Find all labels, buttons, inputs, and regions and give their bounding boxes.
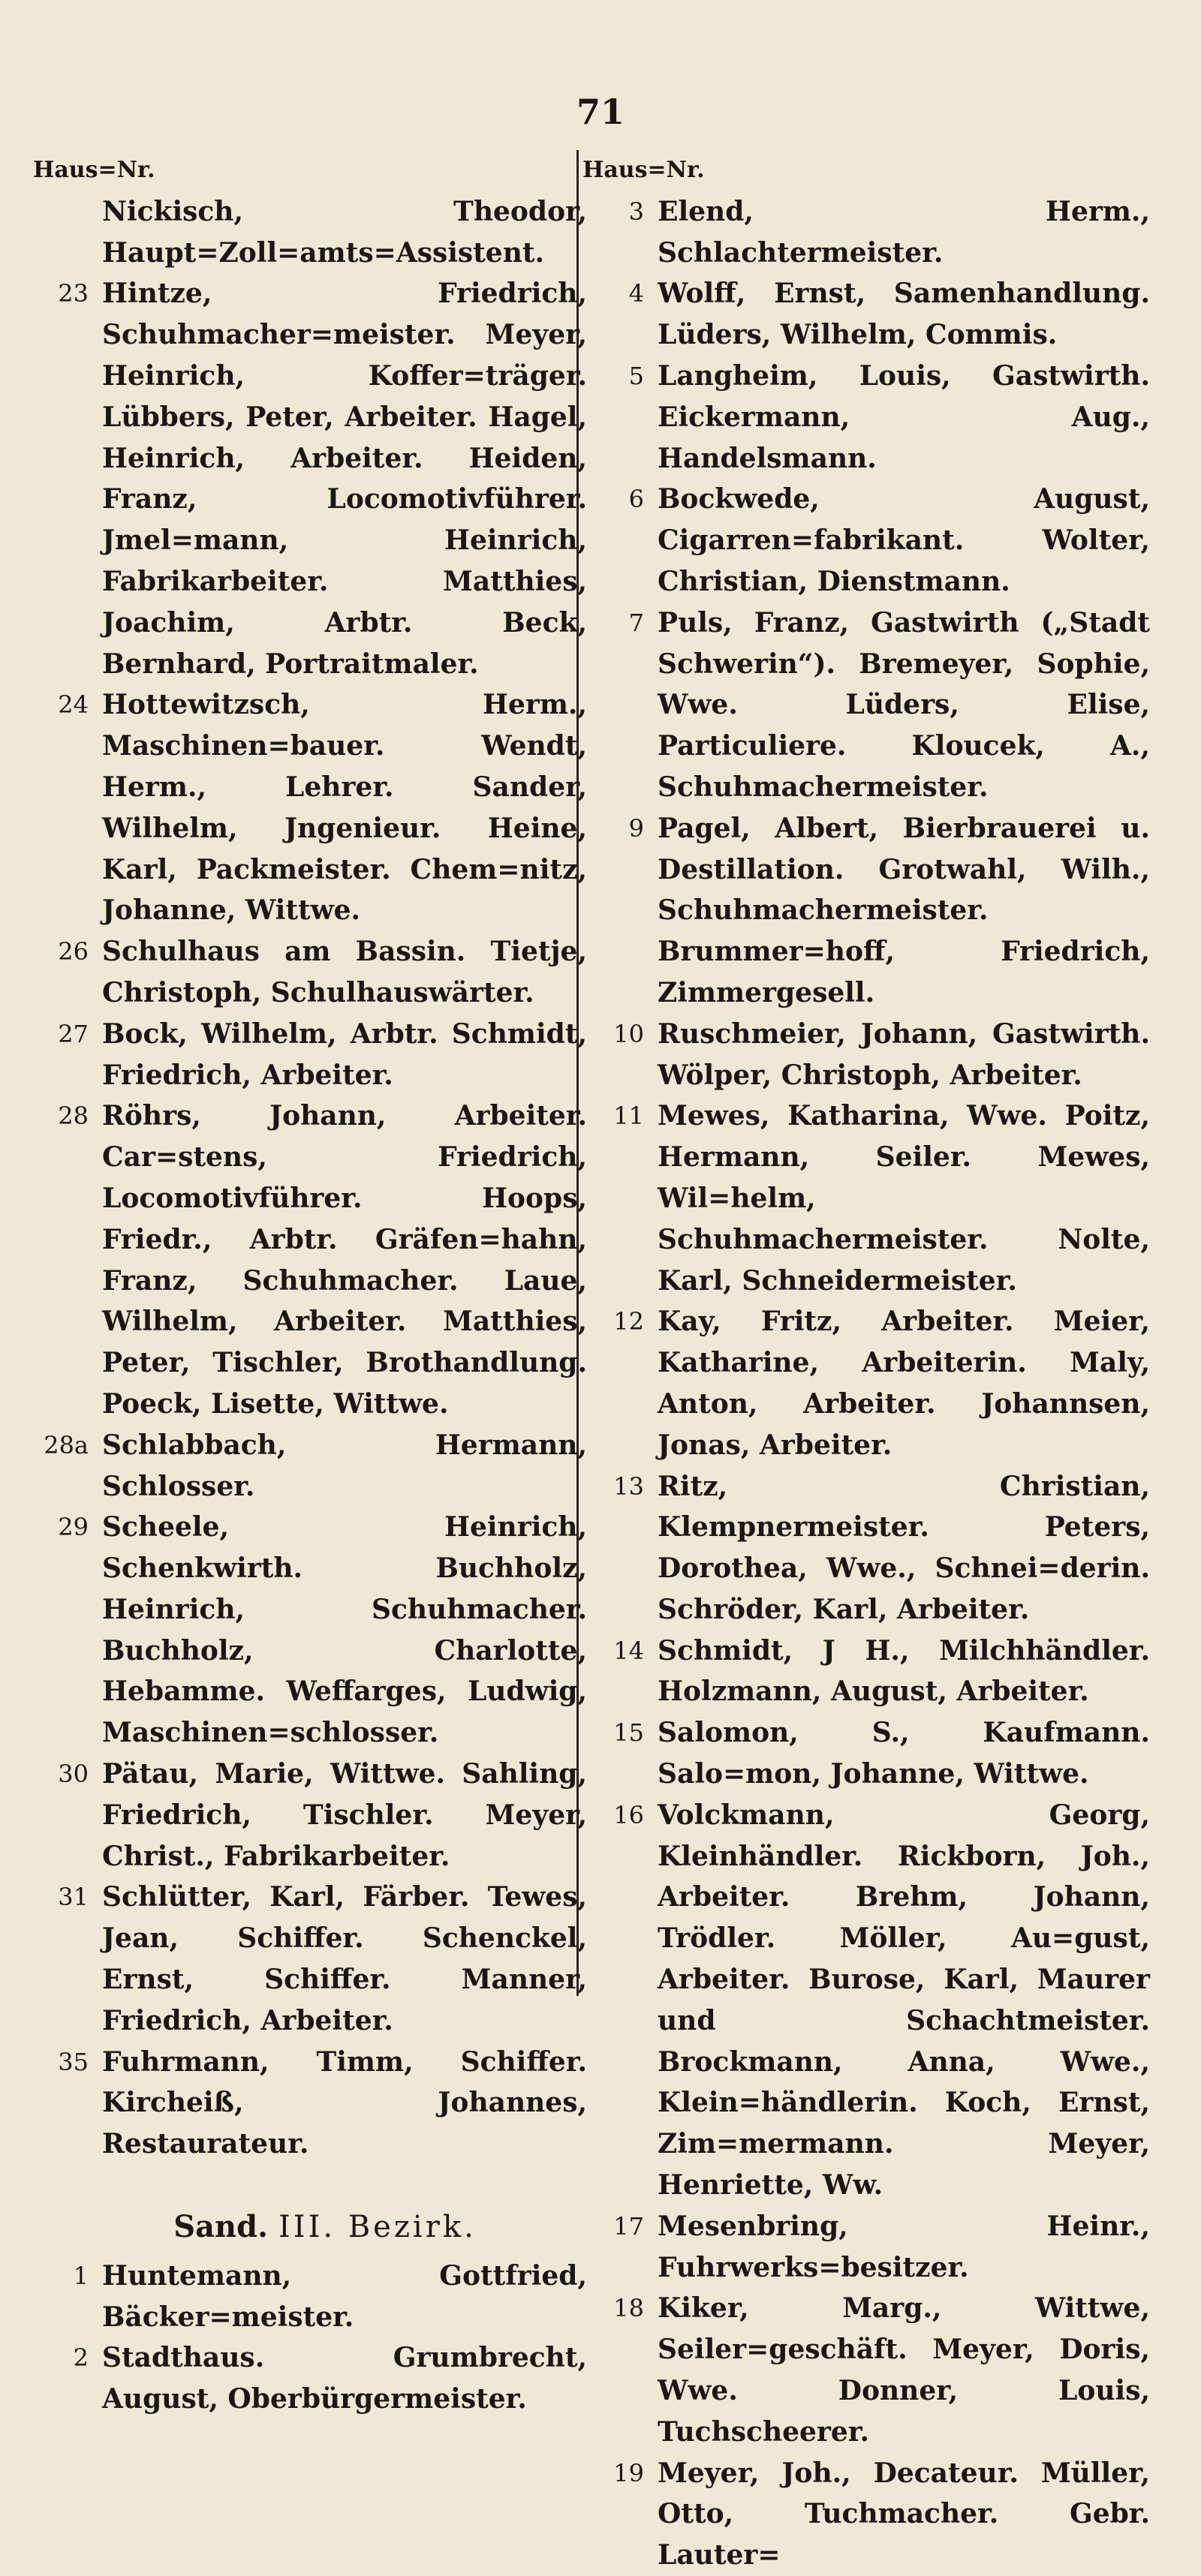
directory-entry: [579, 191, 1150, 274]
right-entries: [579, 191, 1150, 2576]
directory-entry: [579, 603, 1150, 808]
directory-entry: [579, 1631, 1150, 1713]
entry-text: Mewes, Katharina, Wwe. Poitz, Hermann, Seiler. Mewes, Wil=helm, Schuhmachermeister. Nolte, Karl, Schneidermeister.: [658, 1100, 1150, 1297]
directory-entry: [579, 273, 1150, 356]
entry-text: Volckmann, Georg, Kleinhändler. Rickborn, Joh., Arbeiter. Brehm, Johann, Trödler. Möller, Au=gust, Arbeiter. Burose, Karl, Maurer und Schachtmeister. Brockmann, Anna, Wwe., Klein=händlerin. Koch, Ernst, Zim=mermann. Meyer, Henriette, Ww.: [658, 1799, 1150, 2202]
entry-text: Schlütter, Karl, Färber. Tewes, Jean, Schiffer. Schenckel, Ernst, Schiffer. Manner, Friedrich, Arbeiter.: [102, 1881, 587, 2036]
section-name: Sand.: [173, 2209, 268, 2245]
entry-text: Kay, Fritz, Arbeiter. Meier, Katharine, Arbeiterin. Maly, Anton, Arbeiter. Johannsen, Jonas, Arbeiter.: [658, 1306, 1150, 1461]
right-column-header: Haus=Nr.: [582, 157, 705, 183]
house-number: 5: [628, 361, 644, 390]
house-number: 13: [613, 1471, 644, 1501]
directory-entry: [579, 808, 1150, 1014]
left-column-header: Haus=Nr.: [33, 157, 155, 183]
directory-entry: [579, 2206, 1150, 2289]
directory-entry: [33, 684, 587, 931]
entry-text: Nickisch, Theodor, Haupt=Zoll=amts=Assistent.: [102, 195, 587, 269]
house-number: 4: [628, 279, 644, 308]
entry-text: Ritz, Christian, Klempnermeister. Peters, Dorothea, Wwe., Schnei=derin. Schröder, Karl, Arbeiter.: [658, 1470, 1150, 1625]
left-entries: [33, 191, 587, 2165]
house-number: 27: [58, 1019, 89, 1048]
house-number: 28a: [44, 1430, 89, 1459]
directory-entry: [33, 2337, 587, 2420]
house-number: 14: [613, 1636, 644, 1665]
entry-text: Kiker, Marg., Wittwe, Seiler=geschäft. Meyer, Doris, Wwe. Donner, Louis, Tuchscheerer.: [658, 2292, 1150, 2448]
directory-entry: [33, 1507, 587, 1754]
directory-entry: [579, 1014, 1150, 1096]
house-number: 10: [613, 1019, 644, 1048]
directory-entry: [33, 1754, 587, 1877]
entry-text: Röhrs, Johann, Arbeiter. Car=stens, Friedrich, Locomotivführer. Hoops, Friedr., Arbtr. Gräfen=hahn, Franz, Schuhmacher. Laue, Wilhelm, Arbeiter. Matthies, Peter, Tischler, Brothandlung. Poeck, Lisette, Wittwe.: [102, 1100, 587, 1420]
entry-text: Fuhrmann, Timm, Schiffer. Kircheiß, Johannes, Restaurateur.: [102, 2045, 587, 2160]
directory-entry: [33, 931, 587, 1014]
entry-text: Schlabbach, Hermann, Schlosser.: [102, 1429, 587, 1502]
entry-text: Bock, Wilhelm, Arbtr. Schmidt, Friedrich, Arbeiter.: [102, 1017, 587, 1091]
right-column: [579, 150, 1150, 2576]
directory-entry: [579, 1466, 1150, 1631]
house-number: 23: [58, 279, 89, 308]
entry-text: Pätau, Marie, Wittwe. Sahling, Friedrich, Tischler. Meyer, Christ., Fabrikarbeiter.: [102, 1758, 587, 1872]
house-number: 18: [613, 2294, 644, 2323]
entry-text: Pagel, Albert, Bierbrauerei u. Destillation. Grotwahl, Wilh., Schuhmachermeister. Brummer=hoff, Friedrich, Zimmergesell.: [658, 812, 1150, 1008]
directory-entry: [33, 1425, 587, 1507]
house-number: 17: [613, 2211, 644, 2241]
page-number: 71: [576, 92, 625, 132]
directory-entry: [579, 2453, 1150, 2576]
house-number: 24: [58, 690, 89, 720]
directory-entry: [33, 1877, 587, 2041]
directory-entry: [33, 191, 587, 274]
house-number: 31: [58, 1883, 89, 1912]
entry-text: Meyer, Joh., Decateur. Müller, Otto, Tuchmacher. Gebr. Lauter=: [658, 2457, 1150, 2571]
house-number: 3: [628, 197, 644, 226]
house-number: 29: [58, 1513, 89, 1542]
house-number: 2: [73, 2343, 89, 2373]
entry-text: Stadthaus. Grumbrecht, August, Oberbürgermeister.: [102, 2342, 587, 2415]
house-number: 30: [58, 1760, 89, 1789]
directory-entry: [579, 479, 1150, 602]
house-number: 11: [613, 1102, 644, 1131]
directory-entry: [33, 2042, 587, 2165]
section-heading: [63, 2207, 587, 2248]
directory-entry: [579, 1795, 1150, 2206]
entry-text: Bockwede, August, Cigarren=fabrikant. Wolter, Christian, Dienstmann.: [658, 483, 1150, 597]
directory-entry: [579, 1712, 1150, 1795]
entry-text: Langheim, Louis, Gastwirth. Eickermann, Aug., Handelsmann.: [658, 359, 1150, 474]
house-number: 16: [613, 1800, 644, 1829]
house-number: 6: [628, 485, 644, 514]
directory-entry: [33, 1014, 587, 1096]
entry-text: Wolff, Ernst, Samenhandlung. Lüders, Wilhelm, Commis.: [658, 278, 1150, 351]
entry-text: Puls, Franz, Gastwirth („Stadt Schwerin“). Bremeyer, Sophie, Wwe. Lüders, Elise, Particuliere. Kloucek, A., Schuhmachermeister.: [658, 606, 1150, 803]
house-number: 9: [628, 813, 644, 843]
entry-text: Schmidt, J H., Milchhändler. Holzmann, August, Arbeiter.: [658, 1634, 1150, 1708]
entry-text: Mesenbring, Heinr., Fuhrwerks=besitzer.: [658, 2210, 1150, 2283]
directory-entry: [579, 1096, 1150, 1301]
entry-text: Huntemann, Gottfried, Bäcker=meister.: [102, 2259, 587, 2333]
house-number: 19: [613, 2458, 644, 2487]
house-number: 28: [58, 1102, 89, 1131]
left-column: [33, 150, 587, 2420]
entry-text: Salomon, S., Kaufmann. Salo=mon, Johanne, Wittwe.: [658, 1717, 1150, 1790]
house-number: 1: [73, 2261, 89, 2290]
entry-text: Elend, Herm., Schlachtermeister.: [658, 195, 1150, 269]
house-number: 12: [613, 1307, 644, 1336]
directory-entry: [579, 2288, 1150, 2452]
house-number: 7: [628, 608, 644, 637]
entry-text: Hottewitzsch, Herm., Maschinen=bauer. Wendt, Herm., Lehrer. Sander, Wilhelm, Jngenieur. Heine, Karl, Packmeister. Chem=nitz, Johanne, Wittwe.: [102, 689, 587, 927]
directory-entry: [579, 356, 1150, 479]
directory-entry: [33, 1096, 587, 1424]
section-district: III. Bezirk.: [278, 2210, 477, 2245]
house-number: 35: [58, 2047, 89, 2076]
directory-entry: [33, 2256, 587, 2338]
section-entries: [33, 2256, 587, 2420]
house-number: 26: [58, 937, 89, 966]
entry-text: Ruschmeier, Johann, Gastwirth. Wölper, Christoph, Arbeiter.: [658, 1017, 1150, 1091]
house-number: 15: [613, 1718, 644, 1748]
entry-text: Hintze, Friedrich, Schuhmacher=meister. Meyer, Heinrich, Koffer=träger. Lübbers, Peter, Arbeiter. Hagel, Heinrich, Arbeiter. Heiden, Franz, Locomotivführer. Jmel=mann, Heinrich, Fabrikarbeiter. Matthies, Joachim, Arbtr. Beck, Bernhard, Portraitmaler.: [102, 278, 587, 680]
entry-text: Scheele, Heinrich, Schenkwirth. Buchholz, Heinrich, Schuhmacher. Buchholz, Charlotte, Hebamme. Weffarges, Ludwig, Maschinen=schlosser.: [102, 1511, 587, 1749]
directory-entry: [579, 1301, 1150, 1465]
entry-text: Schulhaus am Bassin. Tietje, Christoph, Schulhauswärter.: [102, 936, 587, 1008]
directory-entry: [33, 273, 587, 684]
